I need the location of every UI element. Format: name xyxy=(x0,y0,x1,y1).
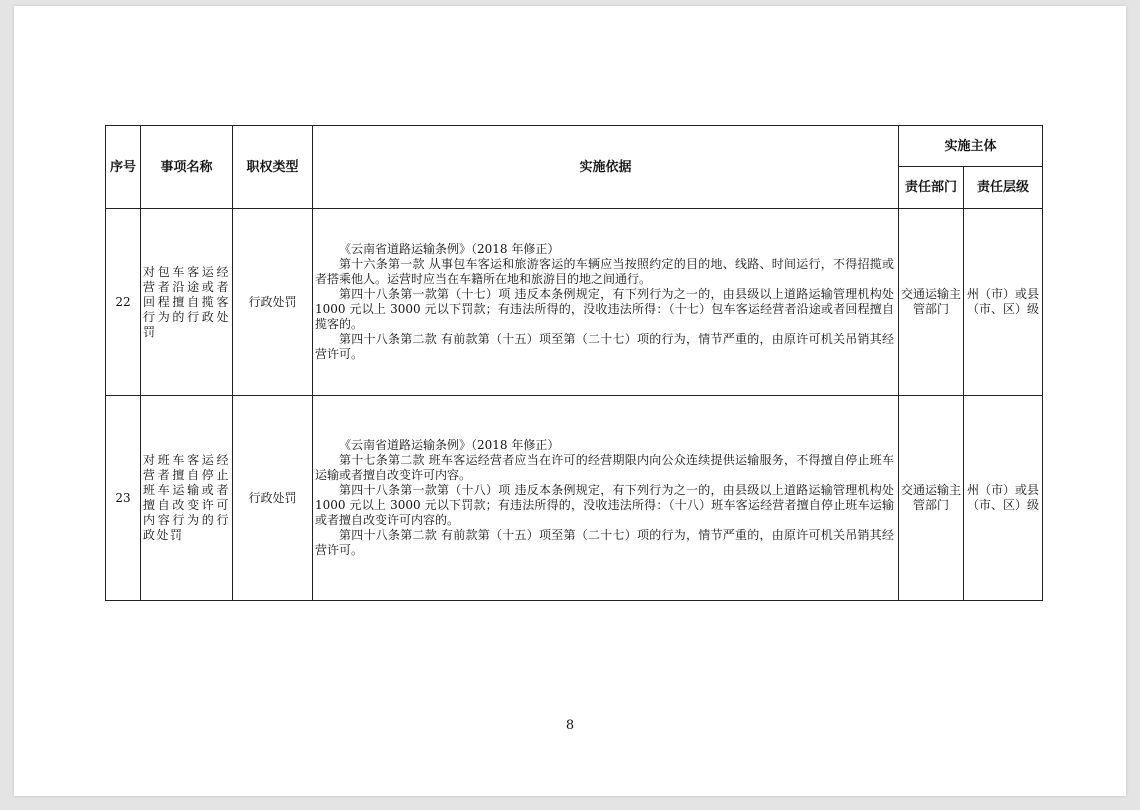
document-page xyxy=(14,6,1126,796)
basis-paragraph: 第四十八条第二款 有前款第（十五）项至第（二十七）项的行为，情节严重的，由原许可机关吊销其经营许可。 xyxy=(315,332,894,361)
row-level: 州（市）或县（市、区）级 xyxy=(964,396,1043,601)
basis-paragraph: 第四十八条第一款第（十八）项 违反本条例规定，有下列行为之一的，由县级以上道路运输管理机构处 1000 元以上 3000 元以下罚款；有违法所得的，没收违法所得：（十八）班车客运经营者擅自停止班车运输或者擅自改变许可内容的。 xyxy=(315,483,894,527)
header-type: 职权类型 xyxy=(233,126,313,209)
basis-paragraph: 第十七条第二款 班车客运经营者应当在许可的经营期限内向公众连续提供运输服务，不得擅自停止班车运输或者擅自改变许可内容。 xyxy=(315,453,894,482)
row-index: 22 xyxy=(106,209,141,396)
basis-title: 《云南省道路运输条例》（2018 年修正） xyxy=(339,438,560,452)
header-level: 责任层级 xyxy=(964,167,1043,209)
table-row xyxy=(106,209,1043,396)
row-authority-type: 行政处罚 xyxy=(233,396,313,601)
row-basis xyxy=(313,396,899,601)
header-name: 事项名称 xyxy=(141,126,233,209)
row-basis xyxy=(313,209,899,396)
basis-paragraph: 第四十八条第一款第（十七）项 违反本条例规定，有下列行为之一的，由县级以上道路运输管理机构处 1000 元以上 3000 元以下罚款；有违法所得的，没收违法所得：（十七）包车客运经营者沿途或者回程擅自揽客的。 xyxy=(315,287,894,331)
row-item-name: 对班车客运经营者擅自停止班车运输或者擅自改变许可内容行为的行政处罚 xyxy=(141,396,233,601)
row-dept: 交通运输主管部门 xyxy=(899,209,964,396)
header-dept: 责任部门 xyxy=(899,167,964,209)
header-idx: 序号 xyxy=(106,126,141,209)
header-row xyxy=(106,126,1043,167)
row-index: 23 xyxy=(106,396,141,601)
header-subject: 实施主体 xyxy=(899,126,1043,167)
row-authority-type: 行政处罚 xyxy=(233,209,313,396)
basis-title: 《云南省道路运输条例》（2018 年修正） xyxy=(339,242,560,256)
row-level: 州（市）或县（市、区）级 xyxy=(964,209,1043,396)
basis-paragraph: 第十六条第一款 从事包车客运和旅游客运的车辆应当按照约定的目的地、线路、时间运行，不得招揽或者搭乘他人。运营时应当在车籍所在地和旅游目的地之间通行。 xyxy=(315,257,894,286)
row-dept: 交通运输主管部门 xyxy=(899,396,964,601)
page-number: 8 xyxy=(565,718,575,733)
header-basis: 实施依据 xyxy=(313,126,899,209)
table-row xyxy=(106,396,1043,601)
basis-paragraph: 第四十八条第二款 有前款第（十五）项至第（二十七）项的行为，情节严重的，由原许可机关吊销其经营许可。 xyxy=(315,528,894,557)
enforcement-table xyxy=(105,125,1043,601)
row-item-name: 对包车客运经营者沿途或者回程擅自揽客行为的行政处罚 xyxy=(141,209,233,396)
